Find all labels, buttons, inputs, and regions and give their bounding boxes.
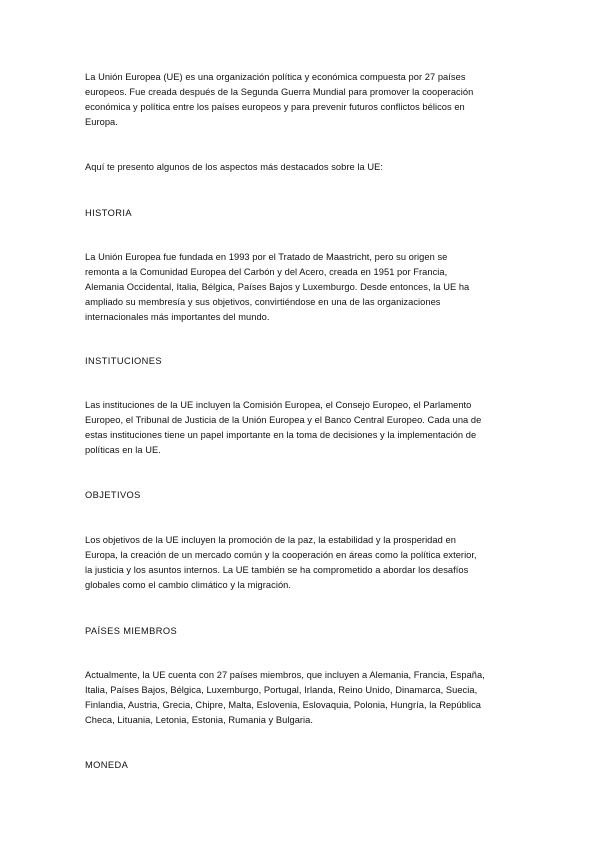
paises-line-3: Finlandia, Austria, Grecia, Chipre, Malta, Eslovenia, Eslovaquia, Polonia, Hungría, la República	[85, 700, 481, 710]
section-heading-moneda: MONEDA	[85, 760, 129, 770]
objetivos-line-1: Los objetivos de la UE incluyen la promoción de la paz, la estabilidad y la prosperidad en	[85, 535, 456, 545]
historia-line-3: Alemania Occidental, Italia, Bélgica, Países Bajos y Luxemburgo. Desde entonces, la UE ha	[85, 282, 470, 292]
instituciones-line-3: estas instituciones tiene un papel importante en la toma de decisiones y la implementación de	[85, 430, 477, 440]
objetivos-line-3: la justicia y los asuntos internos. La UE también se ha comprometido a abordar los desafíos	[85, 565, 469, 575]
historia-line-5: internacionales más importantes del mundo.	[85, 312, 270, 322]
paises-line-4: Checa, Lituania, Letonia, Estonia, Rumania y Bulgaria.	[85, 715, 314, 725]
instituciones-paragraph	[85, 398, 517, 458]
section-heading-objetivos: OBJETIVOS	[85, 490, 141, 500]
historia-line-2: remonta a la Comunidad Europea del Carbón y del Acero, creada en 1951 por Francia,	[85, 267, 448, 277]
instituciones-line-1: Las instituciones de la UE incluyen la Comisión Europea, el Consejo Europeo, el Parlamento	[85, 400, 472, 410]
objetivos-paragraph	[85, 533, 517, 593]
historia-paragraph	[85, 250, 517, 325]
historia-line-1: La Unión Europea fue fundada en 1993 por el Tratado de Maastricht, pero su origen se	[85, 252, 448, 262]
intro-line-2: europeos. Fue creada después de la Segunda Guerra Mundial para promover la cooperación	[85, 87, 474, 97]
intro-line-3: económica y política entre los países europeos y para prevenir futuros conflictos bélicos en	[85, 102, 465, 112]
historia-line-4: ampliado su membresía y sus objetivos, convirtiéndose en una de las organizaciones	[85, 297, 441, 307]
paises-miembros-paragraph	[85, 668, 517, 728]
section-heading-historia: HISTORIA	[85, 208, 132, 218]
intro-paragraph	[85, 70, 517, 130]
objetivos-line-4: globales como el cambio climático y la migración.	[85, 580, 292, 590]
objetivos-line-2: Europa, la creación de un mercado común y la cooperación en áreas como la política exterior,	[85, 550, 477, 560]
paises-line-2: Italia, Países Bajos, Bélgica, Luxemburgo, Portugal, Irlanda, Reino Unido, Dinamarca, Suecia,	[85, 685, 478, 695]
instituciones-line-2: Europeo, el Tribunal de Justicia de la Unión Europea y el Banco Central Europeo. Cada una de	[85, 415, 482, 425]
paises-line-1: Actualmente, la UE cuenta con 27 países miembros, que incluyen a Alemania, Francia, España,	[85, 670, 485, 680]
lead-paragraph: Aquí te presento algunos de los aspectos más destacados sobre la UE:	[85, 162, 383, 172]
intro-line-4: Europa.	[85, 117, 118, 127]
section-heading-instituciones: INSTITUCIONES	[85, 356, 162, 366]
intro-line-1: La Unión Europea (UE) es una organización política y económica compuesta por 27 países	[85, 72, 466, 82]
section-heading-paises-miembros: PAÍSES MIEMBROS	[85, 626, 178, 636]
instituciones-line-4: políticas en la UE.	[85, 445, 161, 455]
